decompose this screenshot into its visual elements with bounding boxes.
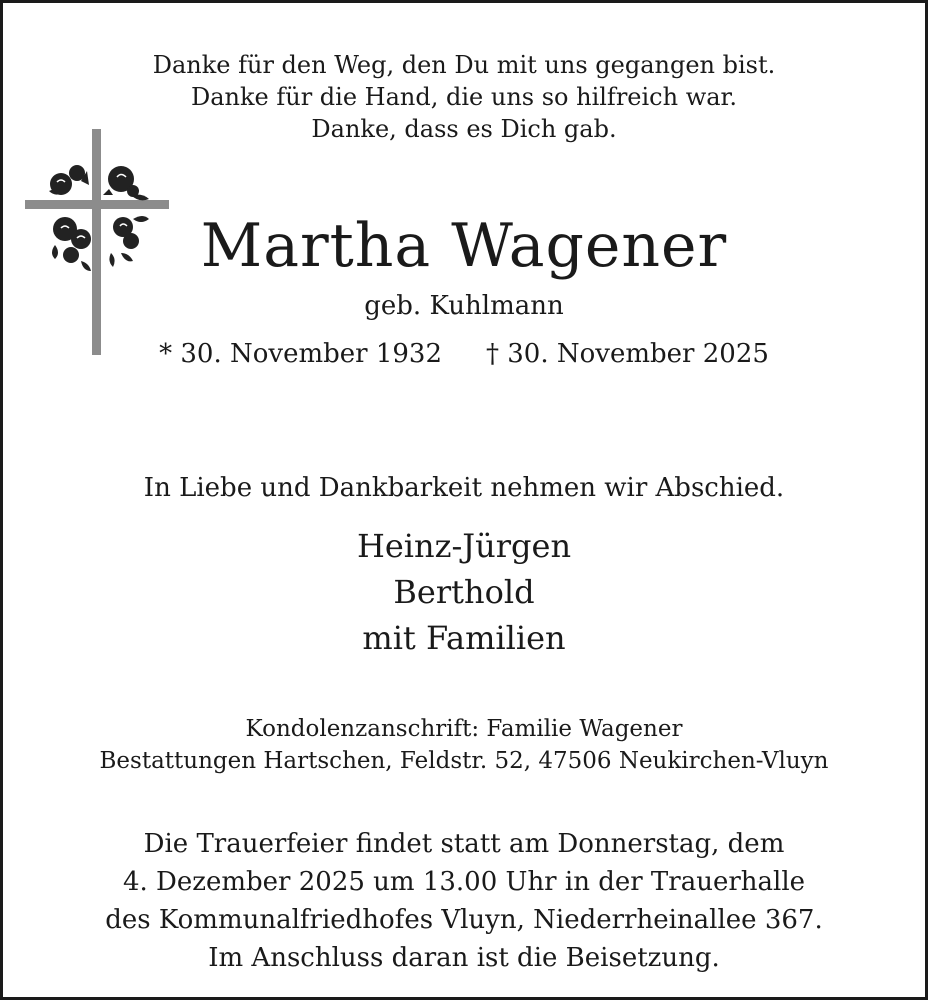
- maiden-name: geb. Kuhlmann: [364, 291, 564, 321]
- mourner-3: mit Familien: [362, 619, 566, 657]
- poem-line-2: Danke für die Hand, die uns so hilfreich war.: [190, 83, 738, 111]
- birth-date: * 30. November 1932: [159, 339, 442, 369]
- life-dates: [3, 339, 925, 369]
- funeral-line-3: des Kommunalfriedhofes Vluyn, Niederrheinallee 367.: [105, 905, 823, 935]
- mourner-2: Berthold: [393, 573, 535, 611]
- farewell-text: In Liebe und Dankbarkeit nehmen wir Abschied.: [143, 473, 785, 503]
- poem-line-3: Danke, dass es Dich gab.: [311, 115, 617, 143]
- condolence-line-1: Kondolenzanschrift: Familie Wagener: [245, 716, 683, 742]
- mourner-1: Heinz-Jürgen: [356, 527, 572, 565]
- funeral-line-1: Die Trauerfeier findet statt am Donnerstag, dem: [143, 829, 785, 859]
- funeral-line-2: 4. Dezember 2025 um 13.00 Uhr in der Trauerhalle: [122, 867, 806, 897]
- death-date: † 30. November 2025: [486, 339, 769, 369]
- condolence-line-2: Bestattungen Hartschen, Feldstr. 52, 47506 Neukirchen-Vluyn: [99, 748, 829, 774]
- deceased-name: Martha Wagener: [200, 211, 728, 281]
- poem-line-1: Danke für den Weg, den Du mit uns gegangen bist.: [152, 51, 776, 79]
- funeral-line-4: Im Anschluss daran ist die Beisetzung.: [208, 943, 720, 973]
